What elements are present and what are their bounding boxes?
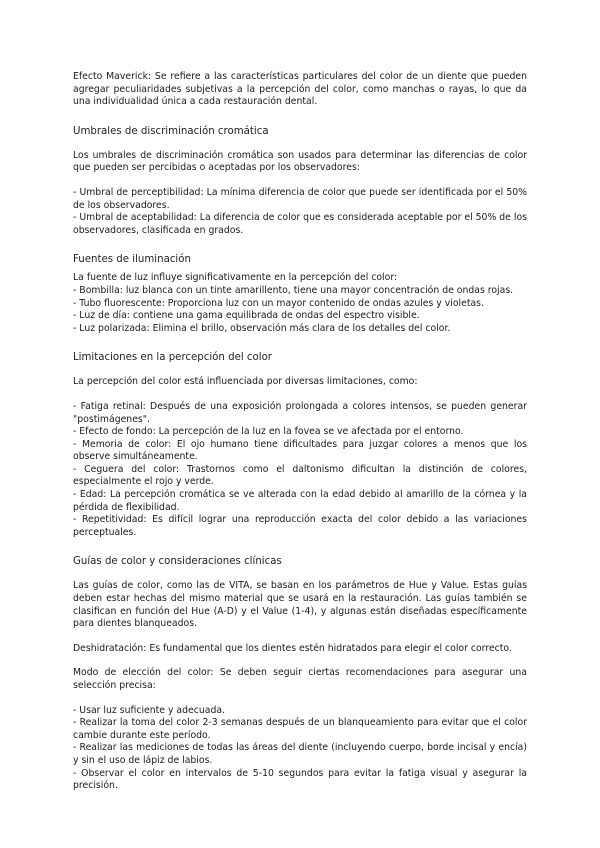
limitaciones-item: - Edad: La percepción cromática se ve alterada con la edad debido al amarillo de la córnea y la pérdida de flexibilidad.: [73, 489, 527, 513]
fuentes-intro: La fuente de luz influye significativamente en la percepción del color:: [73, 272, 398, 284]
maverick-paragraph: Efecto Maverick: Se refiere a las características particulares del color de un diente que pueden agregar peculiaridades subjetivas a la percepción del color, como manchas o rayas, lo que da una individualidad única a cada restauración dental.: [73, 71, 527, 108]
fuentes-item: - Luz de día: contiene una gama equilibrada de ondas del espectro visible.: [73, 310, 420, 322]
limitaciones-item: - Repetitividad: Es difícil lograr una reproducción exacta del color debido a las variaciones perceptuales.: [73, 514, 527, 538]
limitaciones-intro: La percepción del color está influenciada por diversas limitaciones, como:: [73, 376, 418, 388]
guias-item: - Usar luz suficiente y adecuada.: [73, 704, 225, 716]
limitaciones-item: - Memoria de color: El ojo humano tiene dificultades para juzgar colores a menos que los observe simultáneamente.: [73, 438, 527, 463]
fuentes-item: - Tubo fluorescente: Proporciona luz con un mayor contenido de ondas azules y violetas.: [73, 297, 484, 309]
modo-eleccion-paragraph: Modo de elección del color: Se deben seguir ciertas recomendaciones para asegurar una selección precisa:: [73, 667, 527, 691]
umbrales-item: - Umbral de perceptibilidad: La mínima diferencia de color que puede ser identificada por el 50% de los observadores.: [73, 186, 527, 211]
fuentes-item: - Bombilla: luz blanca con un tinte amarillento, tiene una mayor concentración de ondas rojas.: [73, 284, 514, 296]
guias-item: - Observar el color en intervalos de 5-10 segundos para evitar la fatiga visual y asegurar la precisión.: [73, 767, 527, 792]
document-page: [73, 71, 527, 793]
umbrales-intro: Los umbrales de discriminación cromática son usados para determinar las diferencias de color que pueden ser percibidas o aceptadas por los observadores:: [73, 149, 527, 174]
fuentes-item: - Luz polarizada: Elimina el brillo, observación más clara de los detalles del color.: [73, 322, 451, 334]
limitaciones-item: - Fatiga retinal: Después de una exposición prolongada a colores intensos, se pueden generar "postimágenes".: [73, 400, 527, 425]
guias-item: - Realizar la toma del color 2-3 semanas después de un blanqueamiento para evitar que el color cambie durante este período.: [73, 717, 527, 741]
umbrales-item: - Umbral de aceptabilidad: La diferencia de color que es considerada aceptable por el 50% de los observadores, clasificada en grados.: [73, 212, 527, 236]
guias-item: - Realizar las mediciones de todas las áreas del diente (incluyendo cuerpo, borde incisal y encía) y sin el uso de lápiz de labios.: [73, 742, 527, 766]
section-heading-guias: Guías de color y consideraciones clínicas: [73, 556, 282, 568]
guias-paragraph: Las guías de color, como las de VITA, se basan en los parámetros de Hue y Value. Estas guías deben estar hechas del mismo material que se usará en la restauración. Las guías también se clasifican en función del Hue (A-D) y el Value (1-4), y algunas están diseñadas específicamente para dientes blanqueados.: [73, 580, 527, 630]
section-heading-limitaciones: Limitaciones en la percepción del color: [73, 352, 272, 364]
section-heading-umbrales: Umbrales de discriminación cromática: [73, 125, 269, 137]
limitaciones-item: - Efecto de fondo: La percepción de la luz en la fovea se ve afectada por el entorno.: [73, 426, 464, 438]
deshidratacion-paragraph: Deshidratación: Es fundamental que los dientes estén hidratados para elegir el color correcto.: [73, 642, 512, 654]
limitaciones-item: - Ceguera del color: Trastornos como el daltonismo dificultan la distinción de colores, especialmente el rojo y verde.: [73, 463, 527, 488]
section-heading-fuentes: Fuentes de iluminación: [73, 254, 191, 266]
